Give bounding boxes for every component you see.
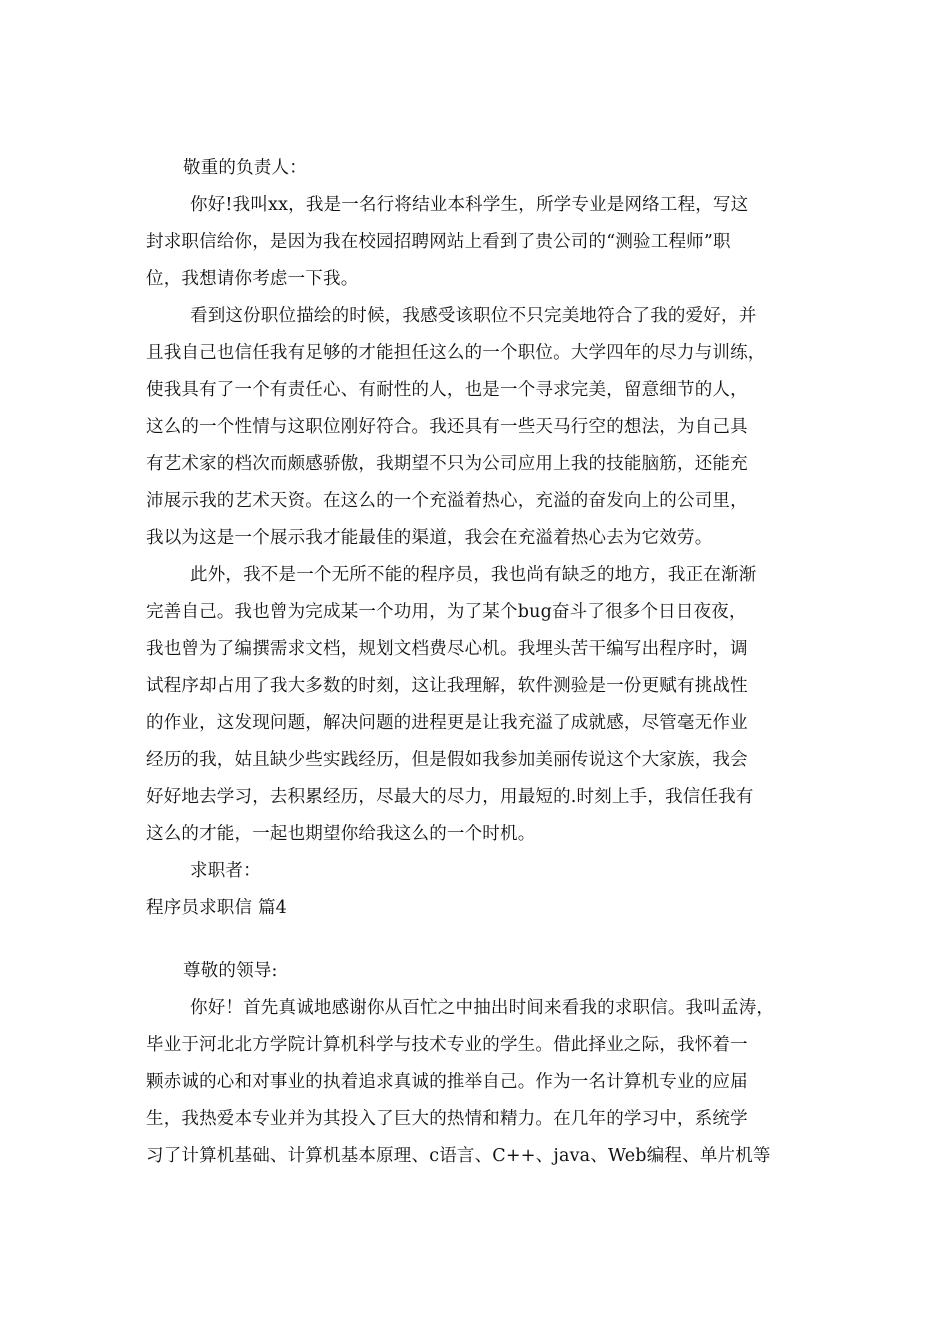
text-line: 封求职信给你，是因为我在校园招聘网站上看到了贵公司的“测验工程师”职 (146, 232, 731, 252)
text-line: 使我具有了一个有责任心、有耐性的人，也是一个寻求完美，留意细节的人， (146, 380, 748, 400)
text-line: 这么的才能，一起也期望你给我这么的一个时机。 (146, 824, 536, 844)
text-line: 生，我热爱本专业并为其投入了巨大的热情和精力。在几年的学习中，系统学 (146, 1109, 748, 1129)
text-line: 毕业于河北北方学院计算机科学与技术专业的学生。借此择业之际，我怀着一 (146, 1035, 748, 1055)
text-line: 完善自己。我也曾为完成某一个功用，为了某个bug奋斗了很多个日日夜夜， (146, 602, 747, 622)
text-line: 习了计算机基础、计算机基本原理、c语言、C++、java、Web编程、单片机等 (146, 1146, 771, 1166)
text-line: 我也曾为了编撰需求文档，规划文档费尽心机。我埋头苦干编写出程序时，调 (146, 639, 748, 659)
text-line: 经历的我，姑且缺少些实践经历，但是假如我参加美丽传说这个大家族，我会 (146, 750, 748, 770)
text-line: 位，我想请你考虑一下我。 (146, 269, 359, 289)
text-line: 试程序却占用了我大多数的时刻，这让我理解，软件测验是一份更赋有挑战性 (146, 676, 748, 696)
text-line: 我以为这是一个展示我才能最佳的渠道，我会在充溢着热心去为它效劳。 (146, 528, 713, 548)
text-line: 沛展示我的艺术天资。在这么的一个充溢着热心，充溢的奋发向上的公司里， (146, 491, 748, 511)
text-line: 且我自己也信任我有足够的才能担任这么的一个职位。大学四年的尽力与训练， (146, 343, 766, 363)
greeting-line: 尊敬的领导: (183, 961, 278, 981)
greeting-line: 敬重的负责人： (183, 158, 307, 178)
text-line: 有艺术家的档次而颇感骄傲，我期望不只为公司应用上我的技能脑筋，还能充 (146, 454, 748, 474)
text-line: 看到这份职位描绘的时候，我感受该职位不只完美地符合了我的爱好，并 (190, 306, 757, 326)
text-line: 你好！首先真诚地感谢你从百忙之中抽出时间来看我的求职信。我叫孟涛， (190, 998, 775, 1018)
signature-line: 求职者： (190, 861, 261, 881)
text-line: 这么的一个性情与这职位刚好符合。我还具有一些天马行空的想法，为自己具 (146, 417, 748, 437)
text-line: 好好地去学习，去积累经历，尽最大的尽力，用最短的.时刻上手，我信任我有 (146, 787, 754, 807)
text-line: 你好!我叫xx，我是一名行将结业本科学生，所学专业是网络工程，写这 (190, 195, 749, 215)
section-heading: 程序员求职信 篇4 (146, 898, 287, 918)
text-line: 此外，我不是一个无所不能的程序员，我也尚有缺乏的地方，我正在渐渐 (190, 565, 757, 585)
text-line: 的作业，这发现问题，解决问题的进程更是让我充溢了成就感，尽管毫无作业 (146, 713, 748, 733)
text-line: 颗赤诚的心和对事业的执着追求真诚的推举自己。作为一名计算机专业的应届 (146, 1072, 748, 1092)
